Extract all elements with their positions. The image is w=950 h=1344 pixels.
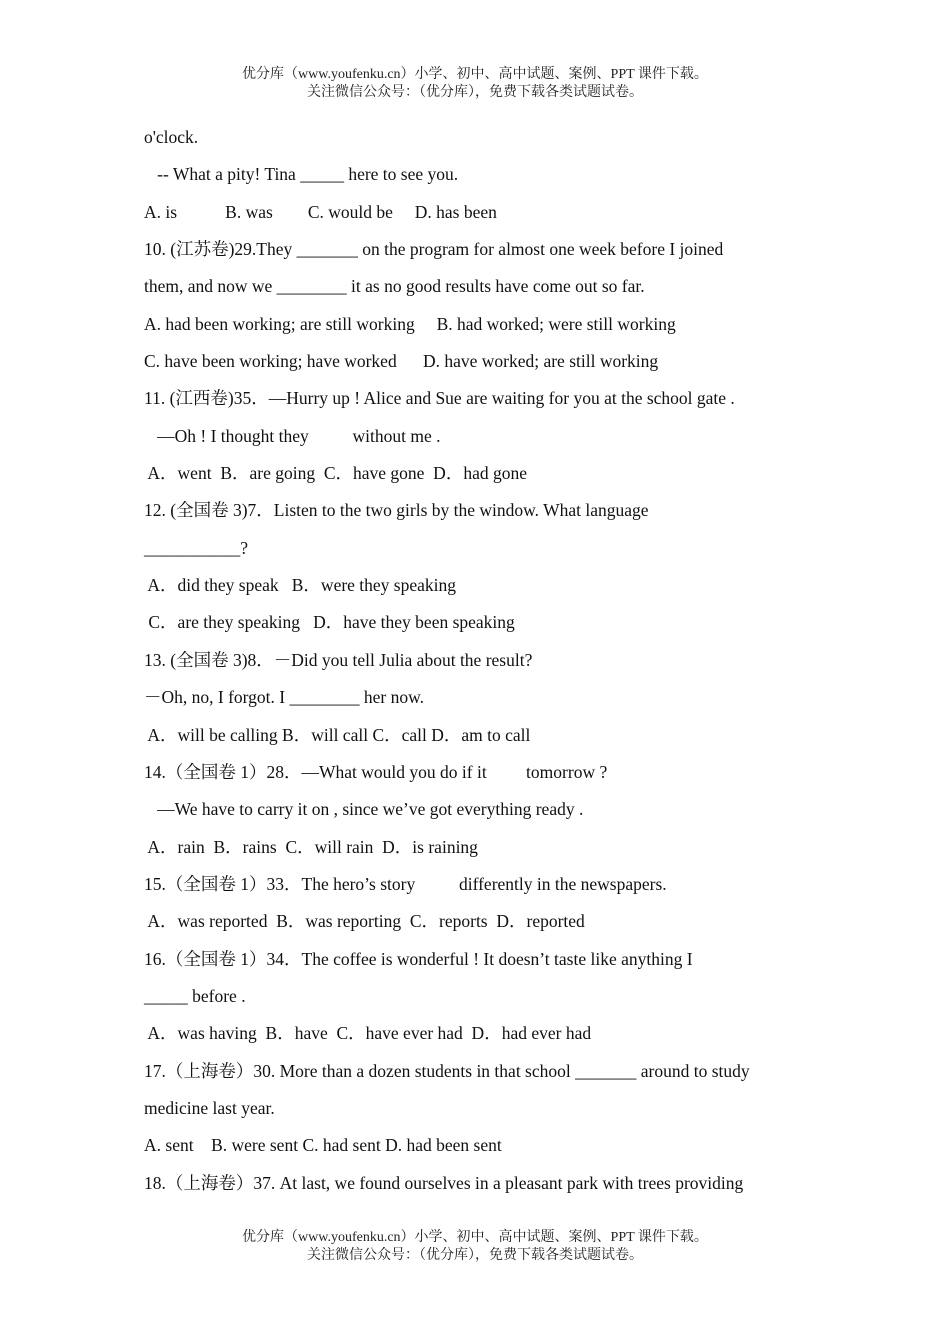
page-footer [0,1229,950,1265]
answer-options: A．went B．are going C．have gone D．had gone [144,463,527,484]
answer-options: A. is B. was C. would be D. has been [144,201,497,222]
answer-options: A. sent B. were sent C. had sent D. had been sent [144,1135,502,1156]
text-line: －Oh, no, I forgot. I ________ her now. [144,687,424,708]
question-14: 14.（全国卷 1）28．—What would you do if it tomorrow ? [144,761,608,782]
document-body [144,124,824,1207]
question-17: 17.（上海卷）30. More than a dozen students in that school _______ around to study [144,1060,750,1081]
answer-options: A. had been working; are still working B. had worked; were still working [144,313,676,334]
question-18: 18.（上海卷）37. At last, we found ourselves in a pleasant park with trees providing [144,1172,744,1193]
text-line: -- What a pity! Tina _____ here to see you. [144,164,459,185]
question-16: 16.（全国卷 1）34．The coffee is wonderful ! It doesn’t taste like anything I [144,948,693,969]
question-11: 11. (江西卷)35．—Hurry up ! Alice and Sue are waiting for you at the school gate . [144,388,735,409]
text-line: —We have to carry it on , since we’ve got everything ready . [144,799,584,820]
answer-options: A．was having B．have C．have ever had D．had ever had [144,1023,592,1044]
text-line: o'clock. [144,127,199,147]
text-line: medicine last year. [144,1097,275,1118]
text-line: _____ before . [144,985,246,1006]
answer-options: A．was reported B．was reporting C．reports D．reported [144,911,585,932]
question-13: 13. (全国卷 3)8．－Did you tell Julia about the result? [144,649,533,670]
question-12: 12. (全国卷 3)7．Listen to the two girls by the window. What language [144,500,649,521]
question-15: 15.（全国卷 1）33．The hero’s story differently in the newspapers. [144,873,667,894]
page-header [0,66,950,102]
header-line-2: 关注微信公众号：（优分库），免费下载各类试题试卷。 [307,85,643,100]
answer-options: A．did they speak B．were they speaking [144,575,457,596]
text-line: them, and now we ________ it as no good results have come out so far. [144,276,645,297]
footer-line-2: 关注微信公众号：（优分库），免费下载各类试题试卷。 [307,1248,643,1263]
header-line-1: 优分库（www.youfenku.cn）小学、初中、高中试题、案例、PPT 课件下载。 [242,67,708,82]
answer-options: A．will be calling B．will call C．call D．am to call [144,724,531,745]
answer-options: C．are they speaking D．have they been speaking [144,612,515,633]
answer-options: C. have been working; have worked D. have worked; are still working [144,351,659,372]
question-10: 10. (江苏卷)29.They _______ on the program for almost one week before I joined [144,239,724,260]
text-line: ___________? [144,537,249,558]
answer-options: A．rain B．rains C．will rain D．is raining [144,836,478,857]
text-line: —Oh ! I thought they without me . [144,425,441,446]
footer-line-1: 优分库（www.youfenku.cn）小学、初中、高中试题、案例、PPT 课件下载。 [242,1230,708,1245]
